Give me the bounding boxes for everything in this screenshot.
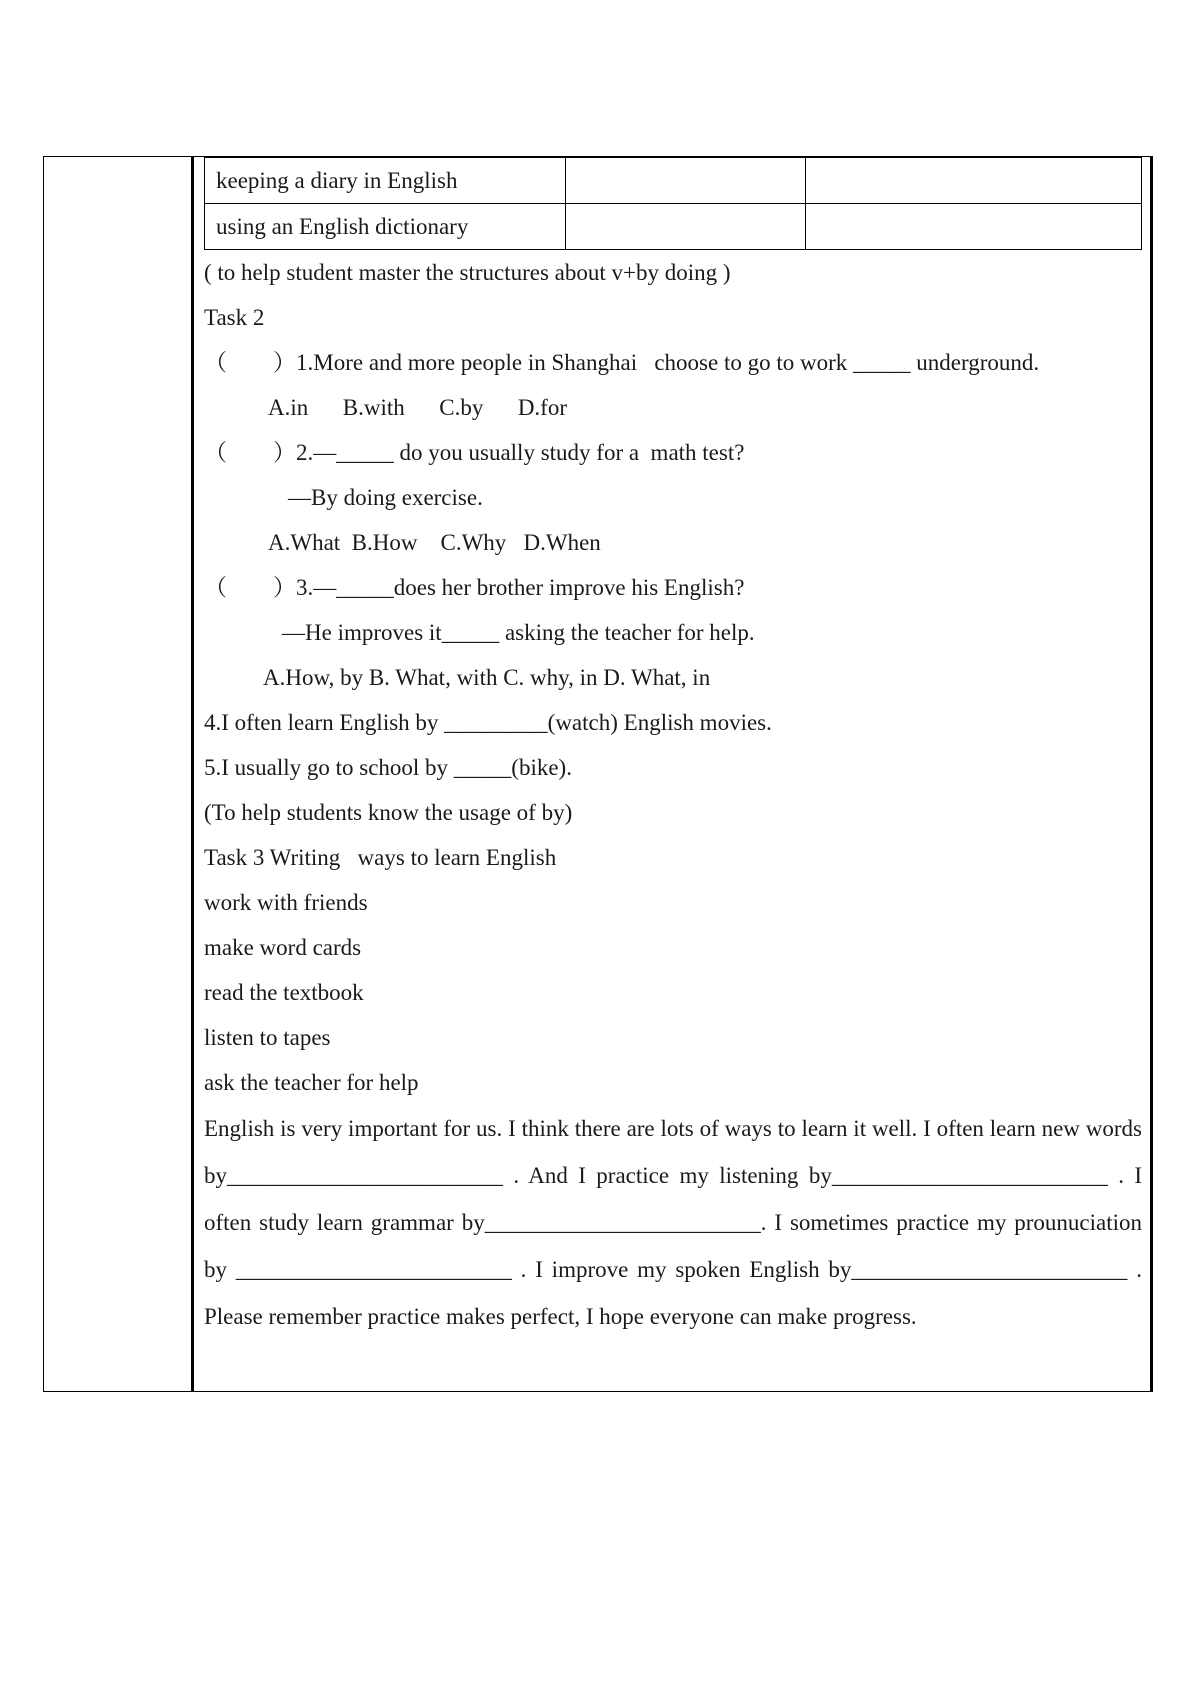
right-border: [1150, 156, 1153, 1392]
writing-passage: English is very important for us. I think there are lots of ways to learn it well. I often learn new words by________________________ . And I practice my listening by________________________ . I often study learn grammar by________________________. I sometimes practice my prounuciation by ________________________ . I improve my spoken English by________________________ . Please remember practice makes perfect, I hope everyone can make progress.: [204, 1116, 1142, 1329]
question-5: 5.I usually go to school by _____(bike).: [204, 755, 572, 780]
phrase-item: ask the teacher for help: [204, 1070, 419, 1095]
table-cell: [566, 158, 806, 204]
question-2-answer: —By doing exercise.: [288, 485, 483, 510]
activity-cell: keeping a diary in English: [205, 158, 566, 204]
phrase-item: make word cards: [204, 935, 362, 960]
phrase-item: read the textbook: [204, 980, 364, 1005]
table-cell: [566, 204, 806, 250]
question-1: （ ）1.More and more people in Shanghai choose to go to work _____ underground.: [204, 350, 1040, 375]
question-3: （ ）3.—_____does her brother improve his English?: [204, 575, 745, 600]
phrase-item: work with friends: [204, 890, 368, 915]
task1-note: ( to help student master the structures about v+by doing ): [204, 260, 731, 285]
question-2-options: A.What B.How C.Why D.When: [268, 530, 601, 555]
question-1-options: A.in B.with C.by D.for: [268, 395, 567, 420]
column-divider: [191, 156, 194, 1392]
question-3-answer: —He improves it_____ asking the teacher for help.: [282, 620, 755, 645]
task2-note: (To help students know the usage of by): [204, 800, 573, 825]
table-row: [205, 204, 1142, 250]
task2-heading: Task 2: [204, 305, 265, 330]
question-3-options: A.How, by B. What, with C. why, in D. What, in: [263, 665, 711, 690]
table-cell: [806, 204, 1142, 250]
lesson-content: [204, 250, 1142, 1340]
question-2: （ ）2.—_____ do you usually study for a math test?: [204, 440, 745, 465]
table-row: [205, 158, 1142, 204]
table-cell: [806, 158, 1142, 204]
activity-table: [204, 157, 1142, 250]
question-4: 4.I often learn English by _________(watch) English movies.: [204, 710, 772, 735]
phrase-item: listen to tapes: [204, 1025, 331, 1050]
task3-heading: Task 3 Writing ways to learn English: [204, 845, 557, 870]
activity-cell: using an English dictionary: [205, 204, 566, 250]
